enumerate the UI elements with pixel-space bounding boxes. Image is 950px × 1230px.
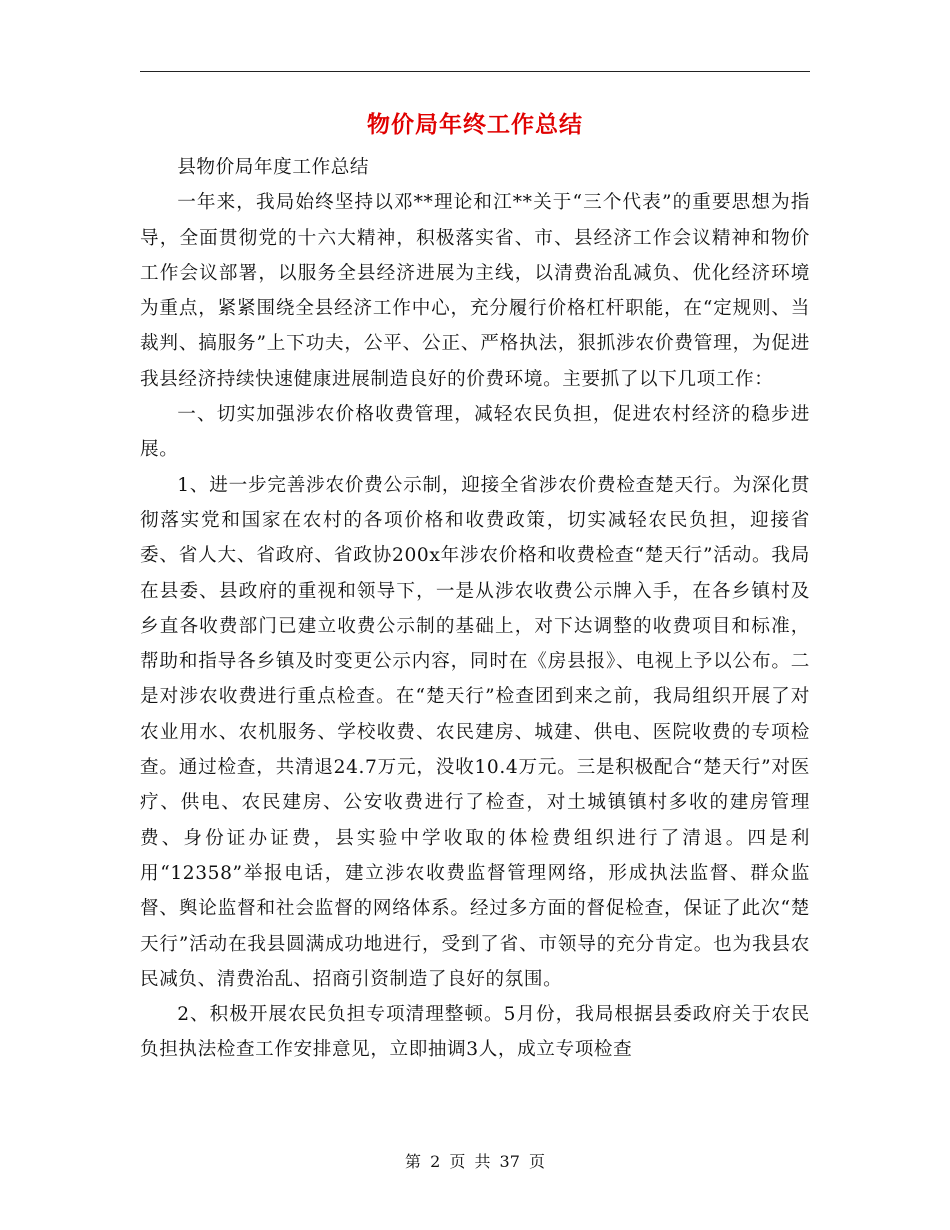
paragraph-section-heading: 一、切实加强涉农价格收费管理，减轻农民负担，促进农村经济的稳步进展。	[140, 404, 810, 461]
paragraph-item-1: 1、进一步完善涉农价费公示制，迎接全省涉农价费检查楚天行。为深化贯彻落实党和国家在农村的各项价格和收费政策，切实减轻农民负担，迎接省委、省人大、省政府、省政协200x年涉农价格和收费检查“楚天行”活动。我局在县委、县政府的重视和领导下，一是从涉农收费公示牌入手，在各乡镇村及乡直各收费部门已建立收费公示制的基础上，对下达调整的收费项目和标准，帮助和指导各乡镇及时变更公示内容，同时在《房县报》、电视上予以公布。二是对涉农收费进行重点检查。在“楚天行”检查团到来之前，我局组织开展了对农业用水、农机服务、学校收费、农民建房、城建、供电、医院收费的专项检查。通过检查，共清退24.7万元，没收10.4万元。三是积极配合“楚天行”对医疗、供电、农民建房、公安收费进行了检查，对土城镇镇村多收的建房管理费、身份证办证费，县实验中学收取的体检费组织进行了清退。四是利用“12358”举报电话，建立涉农收费监督管理网络，形成执法监督、群众监督、舆论监督和社会监督的网络体系。经过多方面的督促检查，保证了此次“楚天行”活动在我县圆满成功地进行，受到了省、市领导的充分肯定。也为我县农民减负、清费治乱、招商引资制造了良好的氛围。	[140, 474, 810, 990]
page-footer: 第 2 页 共 37 页	[405, 1152, 545, 1171]
paragraph-intro: 一年来，我局始终坚持以邓**理论和江**关于“三个代表”的重要思想为指导，全面贯彻党的十六大精神，积极落实省、市、县经济工作会议精神和物价工作会议部署，以服务全县经济进展为主线，以清费治乱减负、优化经济环境为重点，紧紧围绕全县经济工作中心，充分履行价格杠杆职能，在“定规则、当裁判、搞服务”上下功夫，公平、公正、严格执法，狠抓涉农价费管理，为促进我县经济持续快速健康进展制造良好的价费环境。主要抓了以下几项工作：	[140, 192, 810, 390]
header-rule	[140, 71, 810, 72]
paragraph-subtitle: 县物价局年度工作总结	[177, 157, 370, 178]
document-title: 物价局年终工作总结	[367, 111, 583, 138]
document-body	[140, 150, 810, 1068]
paragraph-item-2: 2、积极开展农民负担专项清理整顿。5月份，我局根据县委政府关于农民负担执法检查工作安排意见，立即抽调3人，成立专项检查	[140, 1004, 810, 1061]
